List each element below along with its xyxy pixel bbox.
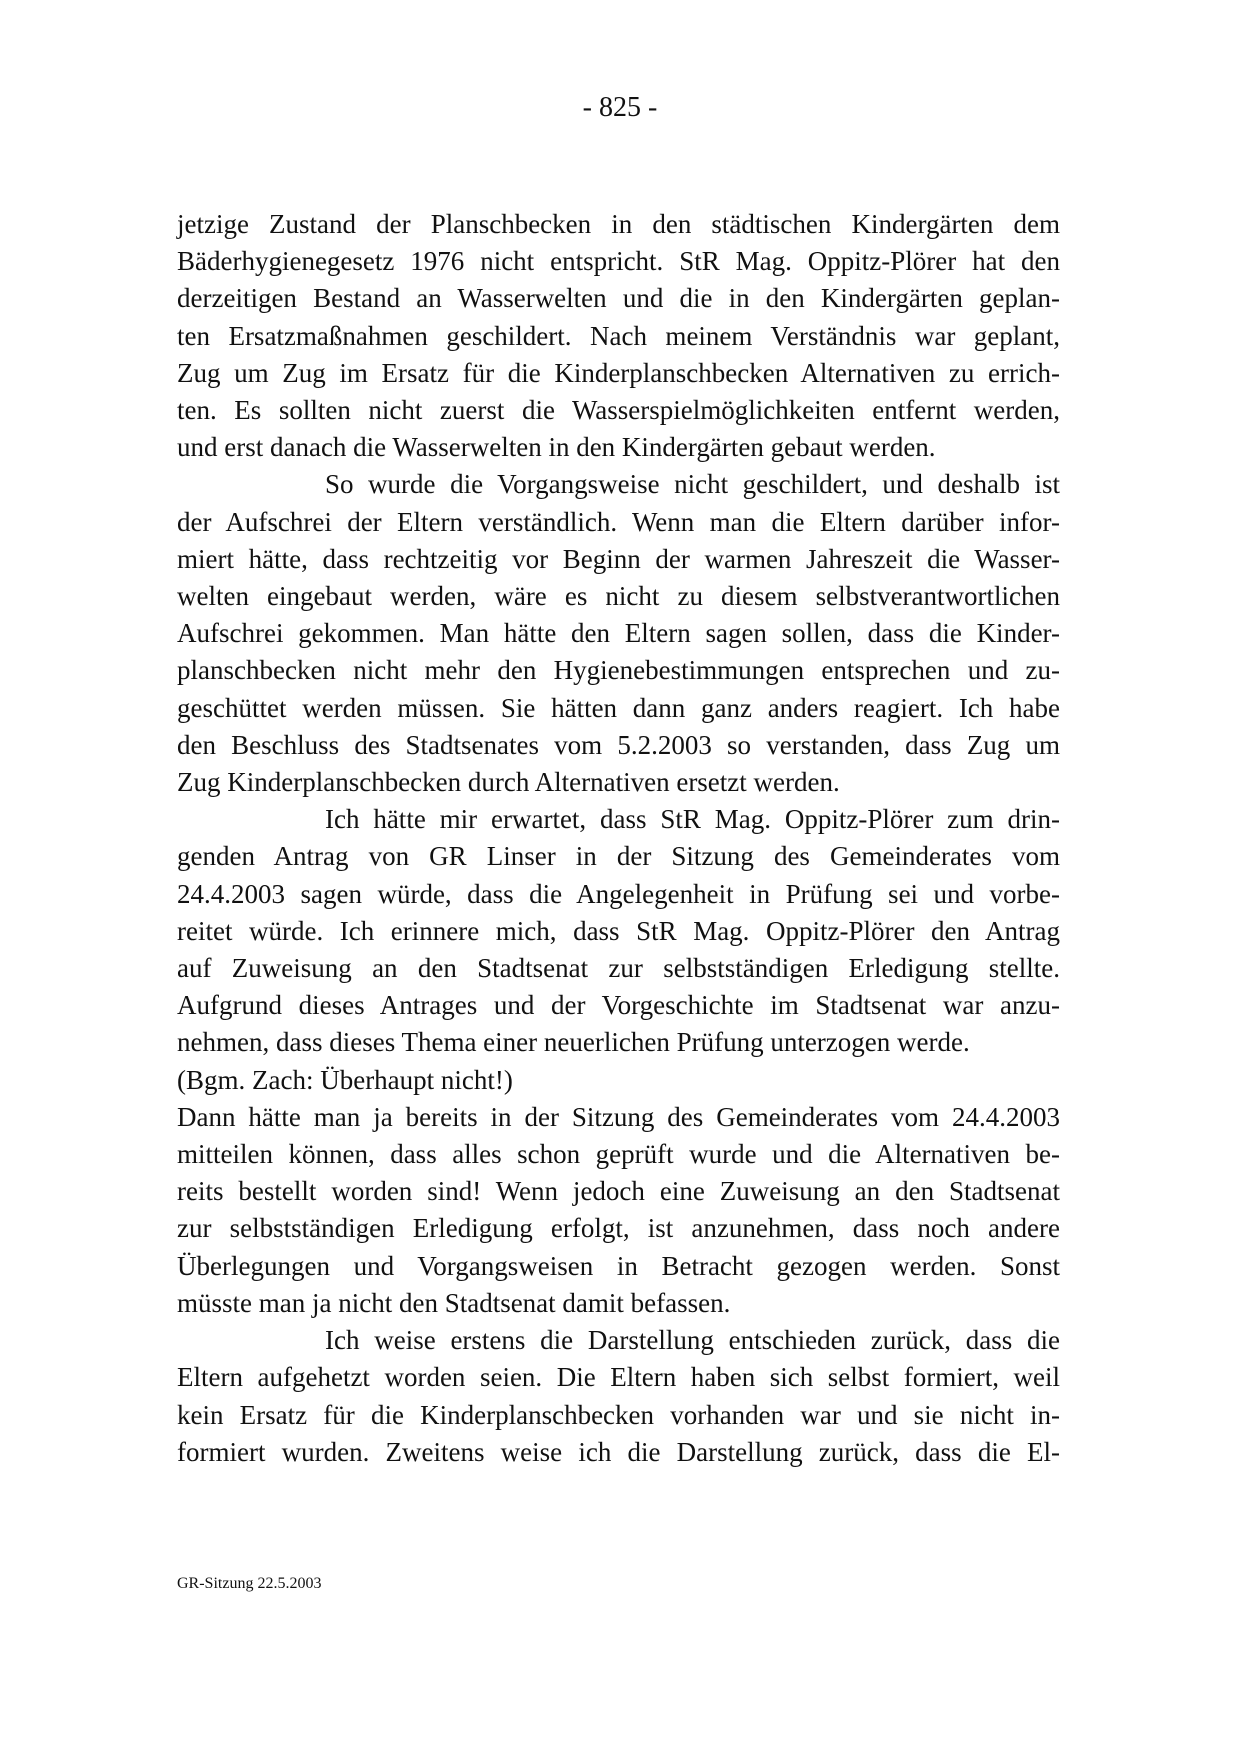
text-line: 24.4.2003 sagen würde, dass die Angelegenheit in Prüfung sei und vorbe- [177,878,1060,909]
text-line: nehmen, dass dieses Thema einer neuerlichen Prüfung unterzogen werde. [177,1027,970,1058]
text-line: auf Zuweisung an den Stadtsenat zur selbstständigen Erledigung stellte. [177,953,1060,984]
text-line: den Beschluss des Stadtsenates vom 5.2.2003 so verstanden, dass Zug um [177,729,1060,760]
text-line: Zug um Zug im Ersatz für die Kinderplanschbecken Alternativen zu errich- [177,357,1060,388]
paragraph [177,801,1060,1061]
paragraph [177,1099,1060,1322]
text-line: So wurde die Vorgangsweise nicht geschildert, und deshalb ist [325,469,1060,500]
footer-session-date: GR-Sitzung 22.5.2003 [177,1575,322,1592]
text-line: mitteilen können, dass alles schon geprüft wurde und die Alternativen be- [177,1139,1060,1170]
page-number: - 825 - [582,92,658,123]
text-line: müsste man ja nicht den Stadtsenat damit befassen. [177,1287,731,1318]
text-line: ten. Es sollten nicht zuerst die Wasserspielmöglichkeiten entfernt werden, [177,395,1060,426]
text-line: jetzige Zustand der Planschbecken in den städtischen Kindergärten dem [177,209,1060,239]
text-line: der Aufschrei der Eltern verständlich. Wenn man die Eltern darüber infor- [177,506,1060,537]
text-line: kein Ersatz für die Kinderplanschbecken vorhanden war und sie nicht in- [177,1399,1060,1430]
text-line: welten eingebaut werden, wäre es nicht zu diesem selbstverantwortlichen [177,581,1060,612]
paragraph [177,1062,1060,1099]
text-line: Aufschrei gekommen. Man hätte den Eltern sagen sollen, dass die Kinder- [177,618,1060,649]
text-line: und erst danach die Wasserwelten in den Kindergärten gebaut werden. [177,432,936,463]
text-line: derzeitigen Bestand an Wasserwelten und die in den Kindergärten geplan- [177,283,1060,314]
text-line: zur selbstständigen Erledigung erfolgt, ist anzunehmen, dass noch andere [177,1213,1060,1244]
text-line: miert hätte, dass rechtzeitig vor Beginn der warmen Jahreszeit die Wasser- [177,543,1060,574]
text-line: Eltern aufgehetzt worden seien. Die Eltern haben sich selbst formiert, weil [177,1362,1060,1393]
text-line: Ich weise erstens die Darstellung entschieden zurück, dass die [325,1325,1060,1356]
text-line: reitet würde. Ich erinnere mich, dass StR Mag. Oppitz-Plörer den Antrag [177,915,1060,946]
text-line: Zug Kinderplanschbecken durch Alternativen ersetzt werden. [177,767,840,798]
body-text [177,206,1060,1471]
paragraph [177,206,1060,466]
text-line: Dann hätte man ja bereits in der Sitzung des Gemeinderates vom 24.4.2003 [177,1101,1060,1132]
paragraph [177,466,1060,801]
text-line: planschbecken nicht mehr den Hygienebestimmungen entsprechen und zu- [177,655,1060,686]
text-line: (Bgm. Zach: Überhaupt nicht!) [177,1064,513,1095]
text-line: Ich hätte mir erwartet, dass StR Mag. Oppitz-Plörer zum drin- [325,804,1060,835]
text-line: geschüttet werden müssen. Sie hätten dann ganz anders reagiert. Ich habe [177,692,1060,723]
paragraph [177,1322,1060,1471]
text-line: reits bestellt worden sind! Wenn jedoch eine Zuweisung an den Stadtsenat [177,1176,1060,1207]
text-line: genden Antrag von GR Linser in der Sitzung des Gemeinderates vom [177,841,1060,872]
text-line: Bäderhygienegesetz 1976 nicht entspricht. StR Mag. Oppitz-Plörer hat den [177,246,1060,277]
text-line: ten Ersatzmaßnahmen geschildert. Nach meinem Verständnis war geplant, [177,320,1060,351]
text-line: formiert wurden. Zweitens weise ich die Darstellung zurück, dass die El- [177,1436,1060,1467]
text-line: Überlegungen und Vorgangsweisen in Betracht gezogen werden. Sonst [177,1250,1060,1281]
text-line: Aufgrund dieses Antrages und der Vorgeschichte im Stadtsenat war anzu- [177,990,1060,1021]
